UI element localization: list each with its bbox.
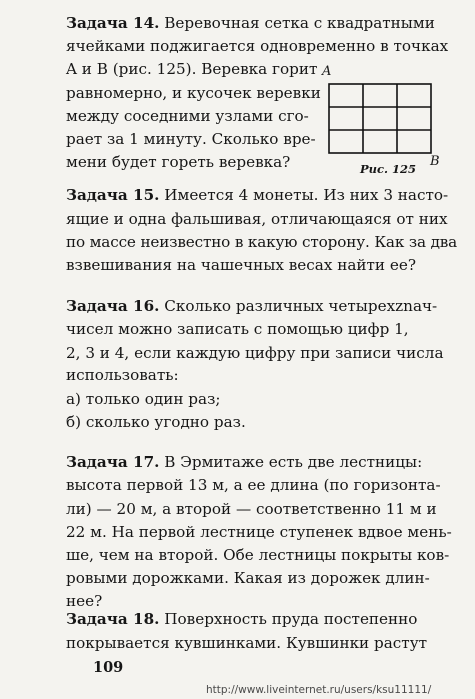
task-17-line-6: ровыми дорожками. Какая из дорожек длин- <box>66 569 430 587</box>
task-15-line-4: взвешивания на чашечных весах найти ее? <box>66 256 416 274</box>
task-14-line-7: мени будет гореть веревка? <box>66 153 291 171</box>
watermark-url: http://www.liveinternet.ru/users/ksu11111/ <box>206 684 432 696</box>
point-b-label: B <box>430 154 440 169</box>
task-17-title: Задача 17. <box>66 453 160 471</box>
task-17-line-7: нее? <box>66 592 103 610</box>
task-16-option-b: б) сколько угодно раз. <box>66 413 246 431</box>
task-14-line-3: A и B (рис. 125). Веревка горит <box>66 60 318 78</box>
task-14-line-4: равномерно, и кусочек веревки <box>66 84 321 102</box>
task-16-line-1: Задача 16. Сколько различных четырехznач- <box>66 297 438 315</box>
task-14-line-1: Задача 14. Веревочная сетка с квадратными <box>66 14 435 32</box>
task-18-line-1: Задача 18. Поверхность пруда постепенно <box>66 610 418 628</box>
rope-grid-diagram <box>318 66 448 174</box>
task-16-line-3: 2, 3 и 4, если каждую цифру при записи числа <box>66 344 444 362</box>
rope-grid-figure <box>318 66 448 174</box>
task-14-title: Задача 14. <box>66 14 160 32</box>
task-17-line-5: ше, чем на второй. Обе лестницы покрыты ков- <box>66 546 450 564</box>
task-14-line-5: между соседними узлами сго- <box>66 107 309 125</box>
task-17-line-3: ли) — 20 м, а второй — соответственно 11 м и <box>66 500 437 518</box>
page-number: 109 <box>93 659 124 676</box>
point-a-label: A <box>322 64 332 79</box>
task-16-title: Задача 16. <box>66 297 160 315</box>
task-18-line-2: покрывается кувшинками. Кувшинки растут <box>66 634 428 652</box>
task-17-line-1: Задача 17. В Эрмитаже есть две лестницы: <box>66 453 423 471</box>
task-16-option-a: а) только один раз; <box>66 390 221 408</box>
task-15-line-1: Задача 15. Имеется 4 монеты. Из них 3 насто- <box>66 186 449 204</box>
task-18-title: Задача 18. <box>66 610 160 628</box>
task-14-line-6: рает за 1 минуту. Сколько вре- <box>66 130 316 148</box>
task-15-line-2: ящие и одна фальшивая, отличающаяся от них <box>66 210 448 228</box>
grid-lines <box>329 84 431 153</box>
task-15-line-3: по массе неизвестно в какую сторону. Как за два <box>66 233 458 251</box>
task-17-line-4: 22 м. На первой лестнице ступенек вдвое мень- <box>66 523 452 541</box>
task-15-title: Задача 15. <box>66 186 160 204</box>
grid-outline <box>329 84 431 153</box>
task-16-line-4: использовать: <box>66 366 179 384</box>
task-14-line-2: ячейками поджигается одновременно в точках <box>66 37 449 55</box>
figure-caption: Рис. 125 <box>360 162 417 176</box>
task-16-line-2: чисел можно записать с помощью цифр 1, <box>66 320 409 338</box>
task-17-line-2: высота первой 13 м, а ее длина (по горизонта- <box>66 476 441 494</box>
